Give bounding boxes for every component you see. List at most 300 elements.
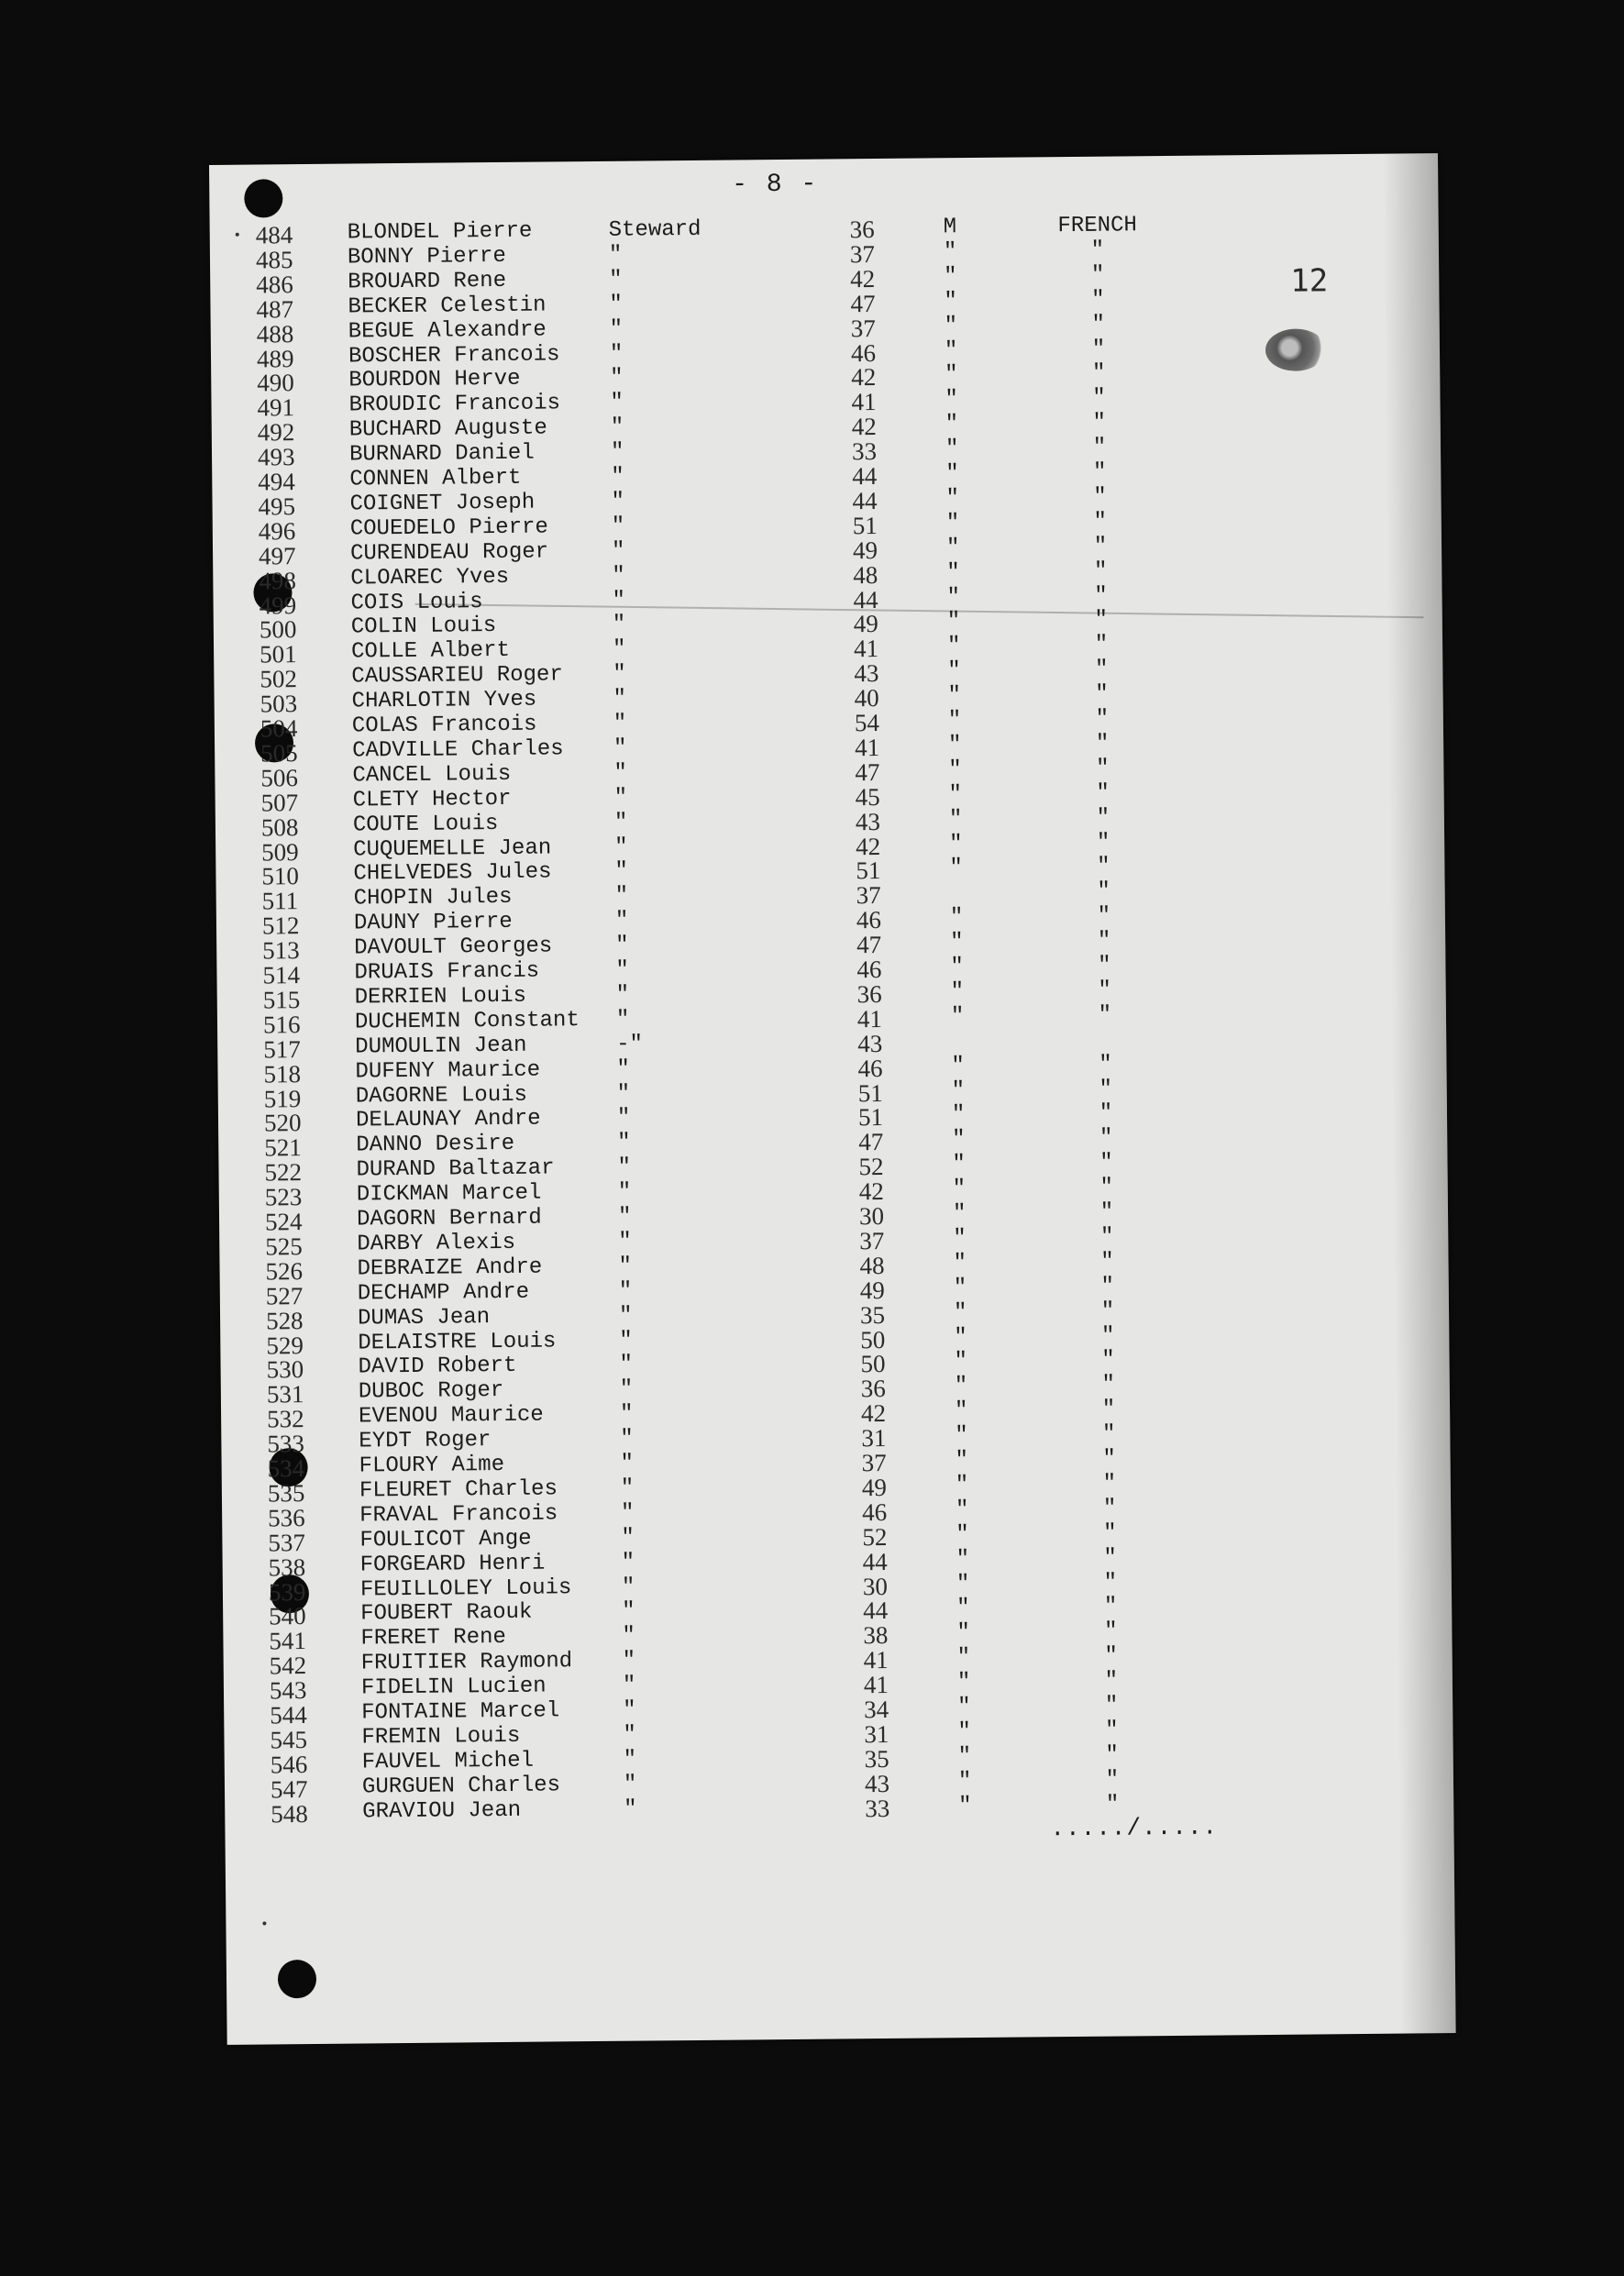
crew-number: 536 <box>268 1503 305 1532</box>
crew-age: 49 <box>861 1473 888 1502</box>
crew-rank: " <box>620 1475 635 1501</box>
crew-nationality: " <box>1099 1224 1114 1250</box>
continuation-mark: ...../..... <box>1050 1813 1219 1843</box>
crew-nationality: " <box>1101 1347 1115 1374</box>
crew-sex: " <box>952 1177 967 1202</box>
crew-nationality: " <box>1093 484 1107 510</box>
crew-sex: " <box>950 1003 965 1030</box>
crew-number: 510 <box>261 862 300 890</box>
crew-number: 535 <box>267 1478 305 1508</box>
crew-sex: " <box>951 1102 966 1128</box>
crew-nationality: " <box>1097 878 1110 905</box>
crew-nationality: " <box>1096 756 1110 781</box>
mark-dot <box>262 1921 266 1925</box>
crew-name: COUEDELO Pierre <box>349 514 548 542</box>
crew-name: FLOURY Aime <box>359 1452 505 1479</box>
crew-name: CADVILLE Charles <box>352 736 564 764</box>
crew-sex: " <box>956 1645 971 1671</box>
crew-rank: " <box>620 1451 635 1476</box>
crew-rank: " <box>618 1303 633 1329</box>
crew-rank: " <box>613 711 627 736</box>
crew-number: 534 <box>267 1454 305 1483</box>
crew-number: 488 <box>256 319 294 348</box>
crew-nationality: " <box>1092 410 1107 436</box>
crew-name: BOSCHER Francois <box>348 341 560 370</box>
crew-name: DELAUNAY Andre <box>355 1106 541 1133</box>
crew-nationality: " <box>1100 1323 1115 1349</box>
crew-rank: " <box>609 316 624 342</box>
crew-rank: " <box>622 1673 636 1698</box>
crew-number: 530 <box>266 1355 304 1384</box>
crew-number: 533 <box>267 1430 305 1458</box>
crew-age: 41 <box>854 733 880 762</box>
crew-sex: " <box>952 1127 966 1153</box>
crew-number: 512 <box>261 912 300 940</box>
crew-sex: " <box>957 1768 972 1794</box>
crew-sex: " <box>946 559 960 585</box>
crew-age: 48 <box>853 560 878 589</box>
crew-sex: " <box>943 239 957 265</box>
crew-age: 43 <box>864 1769 890 1797</box>
crew-name: COLLE Albert <box>350 638 511 665</box>
crew-number: 516 <box>262 1010 301 1039</box>
crew-age: 41 <box>863 1646 889 1674</box>
crew-sex: " <box>955 1473 969 1498</box>
crew-number: 532 <box>266 1405 304 1433</box>
crew-age: 35 <box>859 1300 886 1329</box>
crew-sex: " <box>945 362 958 388</box>
crew-sex: " <box>948 781 963 807</box>
crew-number: 490 <box>257 369 294 397</box>
crew-sex: " <box>945 486 960 512</box>
crew-number: 544 <box>270 1701 307 1729</box>
crew-age: 36 <box>849 215 875 244</box>
crew-number: 524 <box>264 1208 303 1236</box>
crew-number: 511 <box>261 887 299 915</box>
crew-sex: " <box>956 1546 970 1572</box>
crew-number: 485 <box>255 246 293 274</box>
crew-sex: " <box>956 1596 970 1621</box>
crew-age: 33 <box>865 1794 890 1822</box>
crew-age: 42 <box>851 363 877 392</box>
crew-number: 484 <box>255 221 293 249</box>
crew-nationality: " <box>1096 830 1110 856</box>
crew-rank: " <box>623 1772 637 1797</box>
crew-sex: " <box>945 387 959 413</box>
crew-rank: " <box>613 785 628 811</box>
crew-name: FREMIN Louis <box>361 1723 521 1751</box>
crew-nationality: " <box>1091 361 1106 387</box>
crew-name: CONNEN Albert <box>349 465 522 492</box>
crew-number: 499 <box>259 591 297 619</box>
crew-age: 42 <box>858 1177 884 1206</box>
crew-age: 37 <box>859 1226 885 1255</box>
crew-sex: " <box>957 1695 971 1720</box>
crew-sex: " <box>945 412 959 437</box>
crew-age: 50 <box>860 1325 886 1353</box>
crew-rank: " <box>614 859 628 885</box>
crew-nationality: " <box>1092 435 1107 460</box>
crew-nationality: " <box>1105 1718 1119 1743</box>
crew-list <box>210 210 1439 1829</box>
crew-name: CURENDEAU Roger <box>349 539 549 567</box>
crew-nationality: " <box>1090 262 1105 288</box>
crew-number: 526 <box>265 1256 304 1286</box>
crew-rank: " <box>621 1550 635 1575</box>
crew-name: FAUVEL Michel <box>361 1748 535 1775</box>
crew-rank: " <box>623 1747 637 1773</box>
crew-number: 513 <box>262 936 300 965</box>
crew-name: FRAVAL Francois <box>359 1501 558 1529</box>
crew-sex: " <box>944 263 957 290</box>
crew-sex: " <box>950 930 964 956</box>
punch-hole-top <box>244 179 282 217</box>
crew-nationality: " <box>1094 583 1108 609</box>
crew-rank: Steward <box>608 216 702 243</box>
crew-age: 33 <box>851 437 878 466</box>
crew-sex: " <box>947 658 961 684</box>
crew-nationality: " <box>1099 1125 1113 1152</box>
crew-rank: " <box>611 464 624 490</box>
crew-nationality: " <box>1095 706 1110 732</box>
crew-name: DERRIEN Louis <box>354 983 527 1011</box>
crew-age: 41 <box>853 635 879 663</box>
crew-nationality: " <box>1094 608 1109 634</box>
folio-number: 12 <box>1290 262 1329 300</box>
crew-number: 529 <box>266 1331 304 1359</box>
crew-name: CHARLOTIN Yves <box>351 687 537 714</box>
crew-age: 31 <box>864 1719 889 1749</box>
crew-nationality: " <box>1095 731 1110 757</box>
crew-sex: " <box>946 634 961 659</box>
crew-age: 43 <box>857 1029 883 1057</box>
crew-nationality: " <box>1099 1052 1112 1077</box>
crew-number: 547 <box>270 1774 308 1804</box>
crew-rank: " <box>612 588 626 613</box>
crew-name: BURNARD Daniel <box>348 440 535 468</box>
crew-age: 51 <box>857 1078 883 1107</box>
crew-rank: " <box>623 1697 636 1723</box>
crew-name: DECHAMP Andre <box>357 1279 530 1307</box>
crew-number: 517 <box>263 1034 301 1064</box>
crew-name: BROUARD Rene <box>348 268 507 295</box>
crew-age: 47 <box>858 1128 884 1156</box>
crew-rank: " <box>622 1599 635 1625</box>
crew-age: 50 <box>860 1350 886 1378</box>
crew-rank: " <box>619 1353 634 1378</box>
crew-nationality: " <box>1099 1100 1113 1127</box>
crew-number: 502 <box>260 665 298 693</box>
crew-number: 528 <box>265 1306 304 1335</box>
crew-sex: " <box>944 337 958 363</box>
crew-rank: " <box>613 661 626 687</box>
crew-sex: " <box>948 806 963 832</box>
crew-nationality: " <box>1103 1545 1117 1571</box>
crew-sex: " <box>951 1053 966 1078</box>
crew-number: 525 <box>265 1232 303 1261</box>
crew-age: 37 <box>861 1448 887 1477</box>
crew-rank: " <box>624 1796 637 1822</box>
crew-number: 491 <box>257 393 295 422</box>
crew-rank: " <box>621 1574 635 1600</box>
crew-sex: " <box>956 1571 970 1597</box>
crew-rank: " <box>617 1155 632 1180</box>
crew-name: FIDELIN Lucien <box>360 1674 547 1701</box>
crew-age: 40 <box>854 684 879 713</box>
crew-number: 521 <box>264 1133 302 1162</box>
crew-rank: " <box>619 1376 634 1403</box>
punch-hole-bottom <box>278 1960 316 1998</box>
crew-nationality: " <box>1091 312 1106 337</box>
crew-number: 527 <box>265 1281 304 1310</box>
crew-name: DAUNY Pierre <box>353 910 513 936</box>
crew-age: 49 <box>852 536 878 564</box>
crew-name: BUCHARD Auguste <box>348 415 547 443</box>
document-page <box>209 153 1456 2045</box>
crew-sex: " <box>953 1250 967 1276</box>
crew-rank: " <box>621 1500 635 1526</box>
crew-age: 51 <box>852 511 878 540</box>
crew-rank: " <box>618 1278 633 1304</box>
crew-nationality: " <box>1105 1792 1120 1817</box>
crew-name: COLIN Louis <box>350 613 497 640</box>
crew-nationality: " <box>1090 238 1105 263</box>
crew-sex: " <box>945 461 959 487</box>
crew-name: FONTAINE Marcel <box>361 1698 560 1726</box>
crew-nationality: " <box>1093 509 1108 535</box>
crew-nationality: " <box>1093 558 1108 584</box>
crew-nationality: " <box>1103 1520 1117 1546</box>
page-number: - 8 - <box>732 170 819 200</box>
crew-number: 548 <box>271 1799 308 1829</box>
crew-number: 503 <box>260 690 298 718</box>
crew-rank: " <box>612 636 626 663</box>
crew-number: 505 <box>260 738 298 768</box>
crew-nationality: " <box>1102 1421 1116 1447</box>
crew-age: 36 <box>860 1375 886 1403</box>
crew-sex: " <box>952 1152 967 1177</box>
crew-rank: " <box>615 1007 630 1033</box>
crew-sex: " <box>956 1521 969 1547</box>
crew-nationality: " <box>1097 903 1111 929</box>
crew-nationality: " <box>1099 1175 1114 1200</box>
crew-name: CLETY Hector <box>352 786 512 813</box>
crew-age: 52 <box>858 1153 884 1181</box>
crew-age: 37 <box>850 314 876 342</box>
crew-rank: " <box>617 1204 632 1230</box>
crew-rank: " <box>613 760 627 786</box>
crew-age: 42 <box>850 264 876 293</box>
crew-nationality: " <box>1098 978 1112 1003</box>
crew-rank: " <box>613 810 628 835</box>
crew-rank: " <box>618 1254 633 1279</box>
crew-age: 52 <box>862 1522 888 1551</box>
crew-name: DUFENY Maurice <box>355 1057 541 1085</box>
crew-sex: " <box>956 1620 970 1646</box>
crew-number: 537 <box>268 1528 306 1557</box>
crew-age: 43 <box>854 659 879 688</box>
crew-number: 497 <box>258 541 296 570</box>
crew-rank: " <box>617 1179 632 1205</box>
crew-number: 545 <box>270 1725 308 1754</box>
crew-rank: " <box>616 1106 631 1132</box>
crew-number: 507 <box>260 788 299 817</box>
crew-nationality: " <box>1103 1570 1118 1596</box>
crew-age: 37 <box>856 881 881 910</box>
crew-number: 531 <box>266 1380 304 1409</box>
crew-name: DELAISTRE Louis <box>358 1328 557 1356</box>
crew-sex: " <box>947 683 962 709</box>
crew-rank: " <box>615 957 629 983</box>
crew-nationality: " <box>1091 337 1106 362</box>
crew-age: 38 <box>863 1621 889 1650</box>
crew-number: 487 <box>256 294 294 324</box>
crew-age: 35 <box>864 1744 889 1773</box>
crew-number: 495 <box>258 492 296 521</box>
crew-age: 43 <box>855 807 881 835</box>
crew-nationality: " <box>1104 1643 1118 1669</box>
crew-sex: " <box>944 288 957 315</box>
crew-nationality: " <box>1093 534 1108 559</box>
crew-rank: " <box>609 292 624 317</box>
crew-rank: " <box>618 1229 632 1254</box>
crew-rank: " <box>614 834 628 860</box>
crew-rank: " <box>611 538 625 564</box>
crew-nationality: " <box>1103 1594 1118 1620</box>
crew-age: 30 <box>858 1201 885 1231</box>
crew-name: DUMOULIN Jean <box>355 1033 527 1060</box>
crew-age: 54 <box>854 709 880 737</box>
crew-nationality: FRENCH <box>1057 213 1138 239</box>
crew-name: BLONDEL Pierre <box>347 218 533 246</box>
crew-nationality: " <box>1099 1199 1114 1225</box>
crew-rank: " <box>621 1525 635 1551</box>
crew-sex: " <box>950 955 964 980</box>
crew-name: BEGUE Alexandre <box>348 317 547 345</box>
crew-rank: " <box>622 1648 636 1674</box>
crew-name: DUCHEMIN Constant <box>354 1007 580 1035</box>
crew-nationality: " <box>1101 1397 1116 1422</box>
crew-age: 41 <box>863 1671 889 1699</box>
crew-nationality: " <box>1105 1767 1120 1793</box>
crew-sex: " <box>953 1226 967 1252</box>
crew-number: 539 <box>268 1577 306 1606</box>
crew-rank: " <box>614 883 629 910</box>
crew-age: 42 <box>860 1399 887 1428</box>
crew-age: 49 <box>859 1276 885 1304</box>
crew-nationality: " <box>1099 1077 1113 1102</box>
crew-age: 51 <box>857 1103 884 1132</box>
crew-sex: " <box>958 1793 972 1818</box>
crew-name: DAGORNE Louis <box>355 1082 528 1110</box>
crew-nationality: " <box>1104 1619 1118 1644</box>
crew-sex: " <box>952 1201 967 1227</box>
crew-sex: " <box>953 1299 967 1325</box>
crew-nationality: " <box>1100 1274 1115 1299</box>
crew-number: 518 <box>263 1059 302 1088</box>
crew-rank: " <box>608 242 623 268</box>
crew-number: 509 <box>261 837 299 866</box>
crew-nationality: " <box>1092 459 1107 485</box>
crew-age: 47 <box>855 757 880 787</box>
crew-rank: " <box>620 1426 634 1452</box>
crew-sex: " <box>945 535 960 560</box>
crew-sex: " <box>947 708 962 734</box>
crew-name: DANNO Desire <box>356 1132 515 1158</box>
crew-nationality: " <box>1101 1372 1116 1398</box>
crew-name: DAVID Robert <box>358 1353 517 1380</box>
crew-name: CANCEL Louis <box>352 761 512 789</box>
crew-rank: " <box>610 390 624 416</box>
crew-rank: " <box>609 341 624 367</box>
crew-rank: " <box>622 1623 635 1650</box>
crew-number: 506 <box>260 763 299 792</box>
crew-sex: " <box>956 1670 971 1696</box>
crew-rank: " <box>623 1722 636 1748</box>
crew-sex: " <box>945 510 960 536</box>
crew-nationality: " <box>1104 1668 1119 1694</box>
crew-nationality: " <box>1105 1742 1120 1768</box>
crew-sex: " <box>949 856 963 881</box>
crew-number: 500 <box>259 615 297 644</box>
crew-name: COIGNET Joseph <box>349 490 536 517</box>
crew-name: CHOPIN Jules <box>353 885 513 912</box>
crew-number: 501 <box>259 640 297 668</box>
crew-name: DUBOC Roger <box>358 1378 504 1405</box>
crew-rank: " <box>609 267 623 293</box>
crew-rank: " <box>616 1056 631 1082</box>
crew-sex: " <box>954 1324 967 1350</box>
crew-sex: M <box>943 215 957 240</box>
crew-rank: " <box>612 563 625 589</box>
crew-number: 522 <box>264 1158 303 1187</box>
crew-name: FRERET Rene <box>360 1625 506 1652</box>
crew-name: DUMAS Jean <box>357 1304 491 1331</box>
crew-sex: " <box>954 1349 968 1375</box>
crew-name: BROUDIC Francois <box>348 391 561 418</box>
crew-rank: " <box>610 439 624 465</box>
crew-sex: " <box>957 1718 971 1745</box>
crew-name: BONNY Pierre <box>347 243 506 271</box>
crew-number: 498 <box>259 566 296 595</box>
crew-number: 541 <box>269 1627 307 1655</box>
crew-nationality: " <box>1102 1446 1116 1472</box>
crew-rank: -" <box>616 1032 644 1057</box>
crew-name: FOULICOT Ange <box>359 1526 532 1553</box>
crew-name: FEUILLOLEY Louis <box>359 1574 572 1602</box>
crew-nationality <box>1050 1027 1160 1053</box>
crew-nationality: " <box>1102 1496 1117 1521</box>
crew-age: 31 <box>861 1424 887 1453</box>
crew-name: DURAND Baltazar <box>356 1155 555 1183</box>
crew-name: DRUAIS Francis <box>354 958 540 986</box>
crew-nationality: " <box>1095 681 1109 707</box>
crew-rank: " <box>615 933 629 958</box>
crew-age: 30 <box>862 1572 889 1600</box>
crew-nationality: " <box>1096 780 1110 806</box>
crew-age: 46 <box>857 1054 883 1082</box>
crew-age: 44 <box>852 486 878 515</box>
crew-age: 41 <box>851 388 877 416</box>
crew-name: FLEURET Charles <box>359 1476 558 1504</box>
crew-nationality: " <box>1097 928 1111 954</box>
crew-name: CUQUEMELLE Jean <box>353 834 552 863</box>
crew-age: 47 <box>850 289 876 317</box>
crew-sex: " <box>951 1077 966 1103</box>
crew-name: DAGORN Bernard <box>356 1205 542 1232</box>
crew-age: 47 <box>856 931 882 959</box>
crew-number: 514 <box>262 961 301 989</box>
